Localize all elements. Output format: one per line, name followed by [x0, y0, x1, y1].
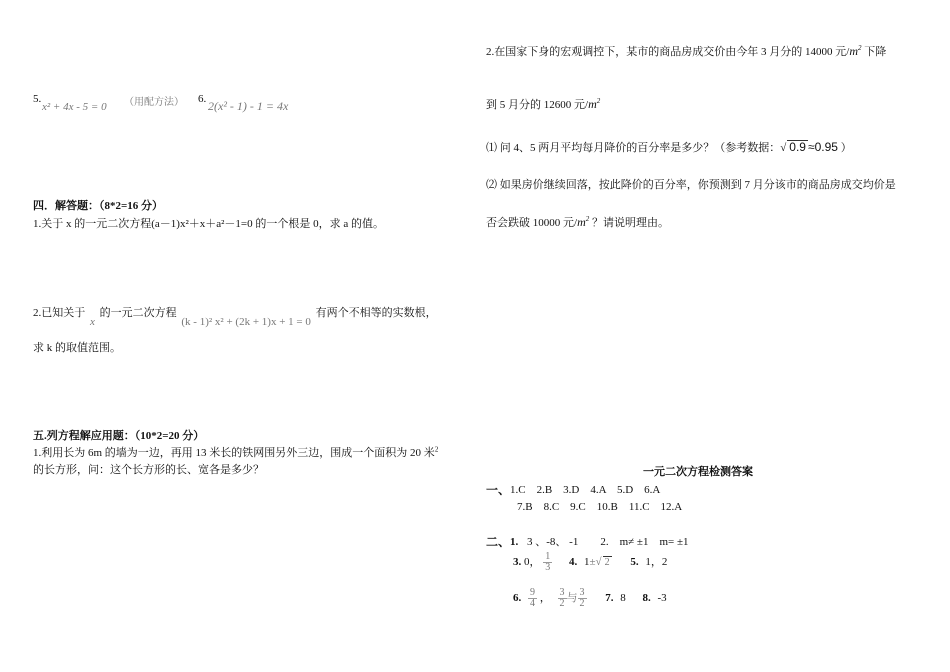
- answer-3-number: 3.: [513, 556, 522, 569]
- answer-7-number: 7.: [605, 592, 614, 605]
- question-5-equation: x² + 4x - 5 = 0: [42, 101, 107, 113]
- q2-variable: x: [90, 316, 95, 328]
- section-5-question-1-line-1: [33, 444, 438, 460]
- sub2-end: ？请说明理由。: [591, 217, 669, 229]
- question-5-number: 5.: [33, 93, 42, 105]
- right-question-2-line-1: [486, 43, 886, 59]
- unit-m-squared: $m^2$: [577, 215, 590, 229]
- question-6-equation: 2(x² - 1) - 1 = 4x: [208, 99, 289, 113]
- q2-equation: (k - 1)² x² + (2k + 1)x + 1 = 0: [181, 316, 311, 328]
- section-4-question-1: 1.关于 x 的一元二次方程(a－1)x²＋x＋a²－1=0 的一个根是 0，求 a 的值。: [33, 218, 385, 230]
- sub2-text: 否会跌破 10000 元/: [486, 217, 578, 229]
- answer-6-fraction-3: $\frac{3}{2}$: [579, 587, 585, 609]
- rq2-end: 下降: [864, 46, 887, 58]
- s5-q1-text: 1.利用长为 6m 的墙为一边，再用 13 米长的铁网围另外三边，围成一个面积为 20 米: [33, 447, 435, 459]
- sqrt-symbol: √: [780, 142, 787, 154]
- rq2-line2-text: 到 5 月分的 12600 元/: [486, 99, 589, 111]
- answer-7-value: 8: [620, 592, 626, 605]
- answer-4-sqrt-symbol: √: [595, 556, 602, 569]
- answer-6-fraction-1: $\frac{9}{4}$: [530, 587, 535, 609]
- answer-6-number: 6.: [513, 592, 522, 605]
- sub-question-2-line-1: ⑵ 如果房价继续回落，按此降价的百分率，你预测到 7 月分该市的商品房成交均价是: [486, 179, 896, 191]
- answers-title: 一元二次方程检测答案: [643, 466, 753, 478]
- sub1-sqrt-value: 0.9: [789, 140, 806, 154]
- q2-prefix: 2.已知关于: [33, 307, 86, 319]
- s5-q1-superscript: 2: [434, 445, 439, 454]
- answer-8-value: -3: [657, 592, 667, 605]
- question-6-number: 6.: [198, 93, 207, 105]
- unit-m-squared: $m^2$: [588, 97, 601, 111]
- answer-6-separator: ，: [539, 592, 551, 605]
- answer-row-6-8: [513, 588, 667, 609]
- answer-6-and: 与: [566, 592, 578, 605]
- answer-1-2: [510, 533, 689, 549]
- answer-8-number: 8.: [642, 592, 651, 605]
- sub1-text: ⑴ 问 4、5 两月平均每月降价的百分率是多少？（参考数据：: [486, 142, 781, 154]
- q2-middle: 的一元二次方程: [99, 307, 177, 319]
- answers-part-1-row-2: 7.B 8.C 9.C 10.B 11.C 12.A: [517, 501, 683, 513]
- q2-suffix: 有两个不相等的实数根，: [315, 307, 437, 319]
- answers-part-1-label: 一、: [486, 483, 511, 497]
- answers-part-1-row-1: 1.C 2.B 3.D 4.A 5.D 6.A: [510, 484, 661, 496]
- answer-1-2-text: 3 、-8、 -1 2. m≠ ±1 m= ±1: [527, 536, 689, 548]
- sub-question-1: [486, 139, 852, 155]
- section-4-heading: 四．解答题：（8*2=16 分）: [33, 200, 164, 212]
- unit-m-squared: $m^2$: [849, 44, 862, 58]
- section-5-heading: 五.列方程解应用题：（10*2=20 分）: [33, 430, 205, 442]
- sub-question-2-line-2: [486, 214, 669, 230]
- answer-4-number: 4.: [569, 556, 578, 569]
- answer-4-plus-minus: ±: [589, 556, 596, 569]
- answer-5-number: 5.: [630, 556, 639, 569]
- section-4-question-2-line-2: 求 k 的取值范围。: [33, 342, 121, 354]
- answers-part-2-label: 二、: [486, 535, 511, 549]
- answer-4-value: 1: [584, 556, 590, 569]
- answer-row-3-5: [513, 552, 667, 573]
- answer-5-value: 1，2: [645, 556, 668, 569]
- sub1-close: ）: [840, 142, 852, 154]
- right-question-2-line-2: [486, 96, 600, 112]
- answer-4-sqrt-value: 2: [604, 557, 610, 569]
- question-5-method: （用配方法）: [124, 97, 184, 108]
- section-5-question-1-line-2: 的长方形，问：这个长方形的长、宽各是多少？: [33, 464, 264, 476]
- answer-3-fraction: $\frac{1}{3}$: [545, 551, 551, 573]
- section-4-question-2-line-1: [33, 304, 437, 328]
- sub1-approx: ≈0.95: [807, 140, 838, 154]
- answer-6-fraction-2: $\frac{3}{2}$: [559, 587, 565, 609]
- rq2-text: 2.在国家下身的宏观调控下，某市的商品房成交价由今年 3 月分的 14000 元/: [486, 46, 850, 58]
- answer-1-number: 1.: [510, 536, 519, 548]
- answer-3-prefix: 0，: [524, 556, 541, 569]
